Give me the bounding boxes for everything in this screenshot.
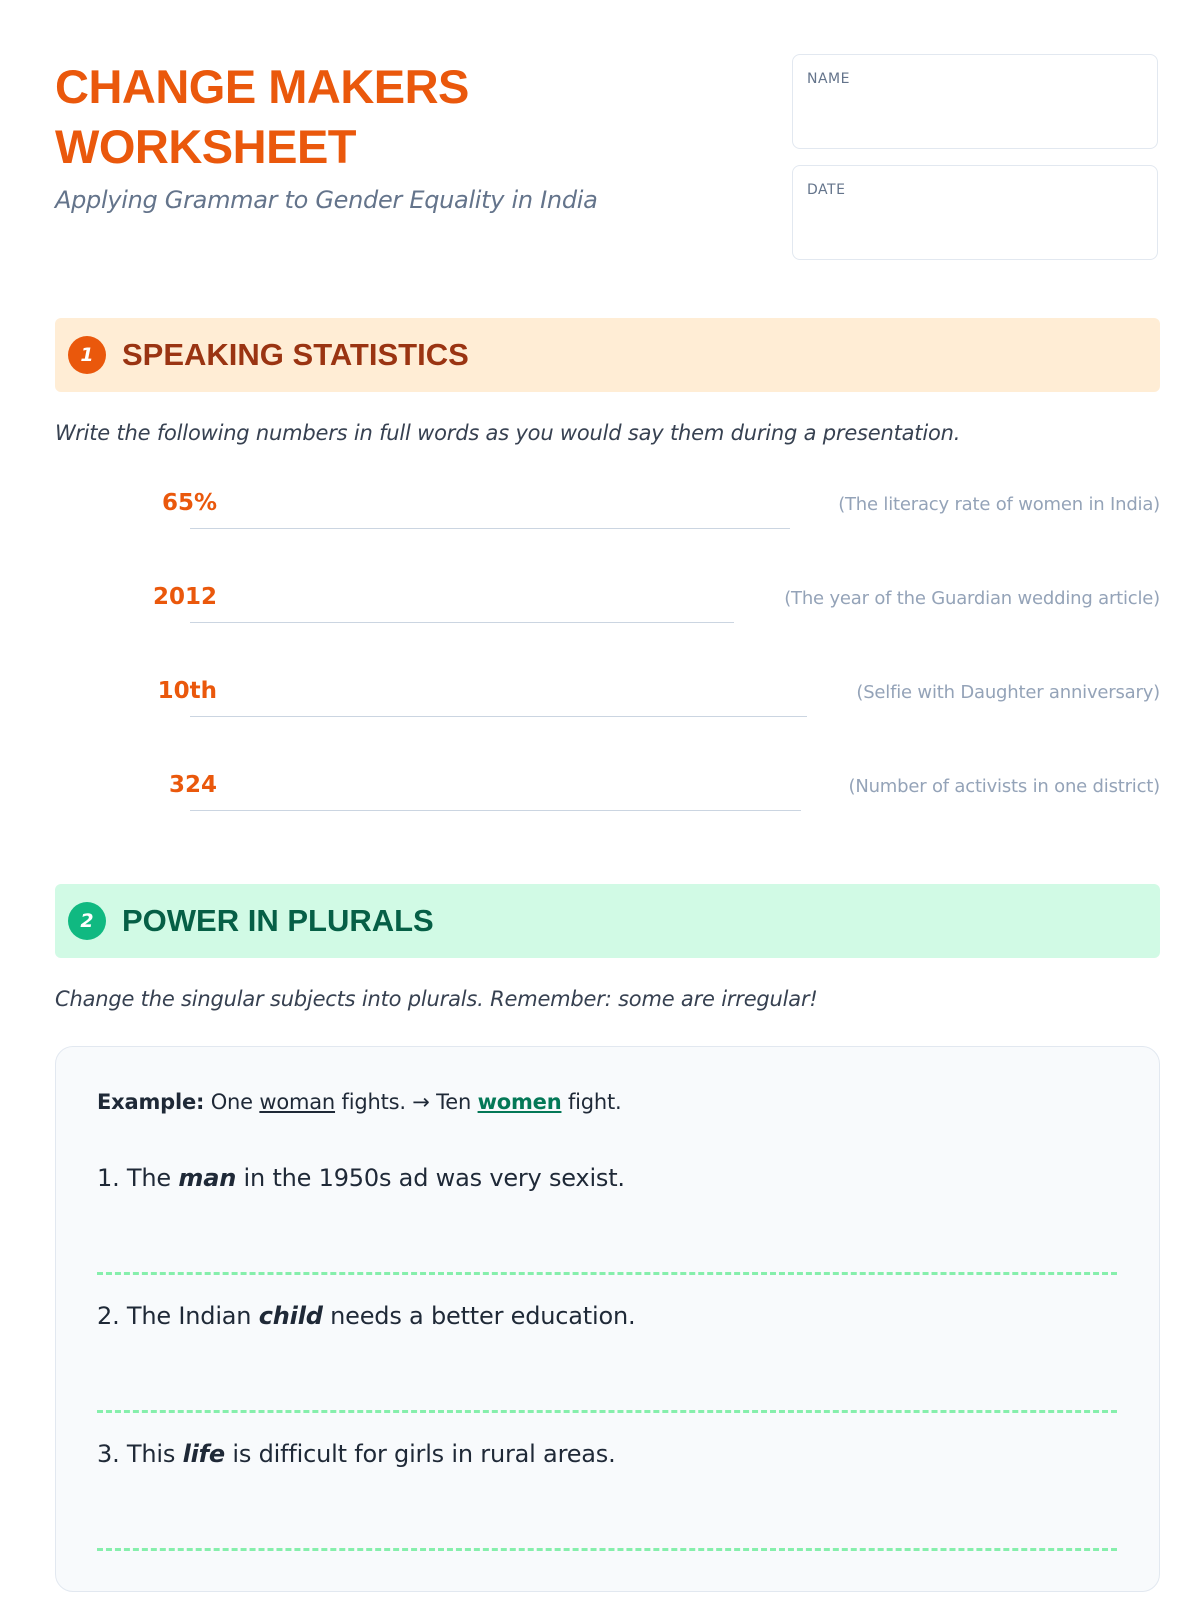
plural-answer-line[interactable] xyxy=(97,1410,1117,1413)
name-field[interactable] xyxy=(792,54,1158,149)
section-title: POWER IN PLURALS xyxy=(122,903,434,938)
plural-question xyxy=(97,1164,625,1192)
example-post: fight. xyxy=(567,1090,622,1114)
question-suffix: in the 1950s ad was very sexist. xyxy=(243,1164,625,1192)
section-power-in-plurals xyxy=(55,884,1160,958)
question-word: life xyxy=(182,1440,225,1468)
plural-answer-line[interactable] xyxy=(97,1272,1117,1275)
stat-number: 65% xyxy=(161,490,217,516)
stat-row xyxy=(55,574,1160,634)
name-label: NAME xyxy=(807,71,850,87)
question-prefix: 2. The Indian xyxy=(97,1302,252,1330)
question-prefix: 1. The xyxy=(97,1164,171,1192)
question-suffix: is difficult for girls in rural areas. xyxy=(232,1440,616,1468)
stat-row xyxy=(55,480,1160,540)
stat-row xyxy=(55,762,1160,822)
section-number-badge: 1 xyxy=(68,336,106,374)
section-title: SPEAKING STATISTICS xyxy=(122,337,469,372)
stat-answer-line[interactable] xyxy=(190,528,790,529)
plural-answer-line[interactable] xyxy=(97,1548,1117,1551)
example-pre: One xyxy=(210,1090,253,1114)
section1-instruction: Write the following numbers in full words as you would say them during a presentation. xyxy=(55,421,961,445)
section-speaking-statistics xyxy=(55,318,1160,392)
section2-instruction: Change the singular subjects into plurals. Remember: some are irregular! xyxy=(55,987,818,1011)
worksheet-subtitle: Applying Grammar to Gender Equality in India xyxy=(55,186,598,214)
date-field[interactable] xyxy=(792,165,1158,260)
worksheet-title xyxy=(55,57,469,177)
question-prefix: 3. This xyxy=(97,1440,176,1468)
section-number-badge: 2 xyxy=(68,902,106,940)
plurals-exercise-box xyxy=(55,1046,1160,1592)
plural-question xyxy=(97,1440,616,1468)
date-label: DATE xyxy=(807,182,846,198)
question-word: man xyxy=(178,1164,237,1192)
stat-hint: (The literacy rate of women in India) xyxy=(838,494,1160,515)
example-plural: women xyxy=(477,1090,562,1114)
stat-answer-line[interactable] xyxy=(190,622,734,623)
stat-number: 10th xyxy=(157,678,217,704)
example-singular: woman xyxy=(259,1090,336,1114)
stat-hint: (Number of activists in one district) xyxy=(848,776,1160,797)
stat-answer-line[interactable] xyxy=(190,716,807,717)
plural-question xyxy=(97,1302,635,1330)
stat-row xyxy=(55,668,1160,728)
question-word: child xyxy=(258,1302,323,1330)
stat-hint: (The year of the Guardian wedding article) xyxy=(784,588,1160,609)
title-line-2: WORKSHEET xyxy=(55,120,356,173)
example-label: Example: xyxy=(97,1090,205,1114)
example-sentence xyxy=(97,1090,622,1114)
stat-number: 2012 xyxy=(152,584,217,610)
title-line-1: CHANGE MAKERS xyxy=(55,60,469,113)
worksheet-page xyxy=(55,0,1160,1600)
stat-hint: (Selfie with Daughter anniversary) xyxy=(856,682,1160,703)
stat-number: 324 xyxy=(168,772,217,798)
stat-answer-line[interactable] xyxy=(190,810,801,811)
example-mid: fights. → Ten xyxy=(341,1090,472,1114)
question-suffix: needs a better education. xyxy=(330,1302,636,1330)
